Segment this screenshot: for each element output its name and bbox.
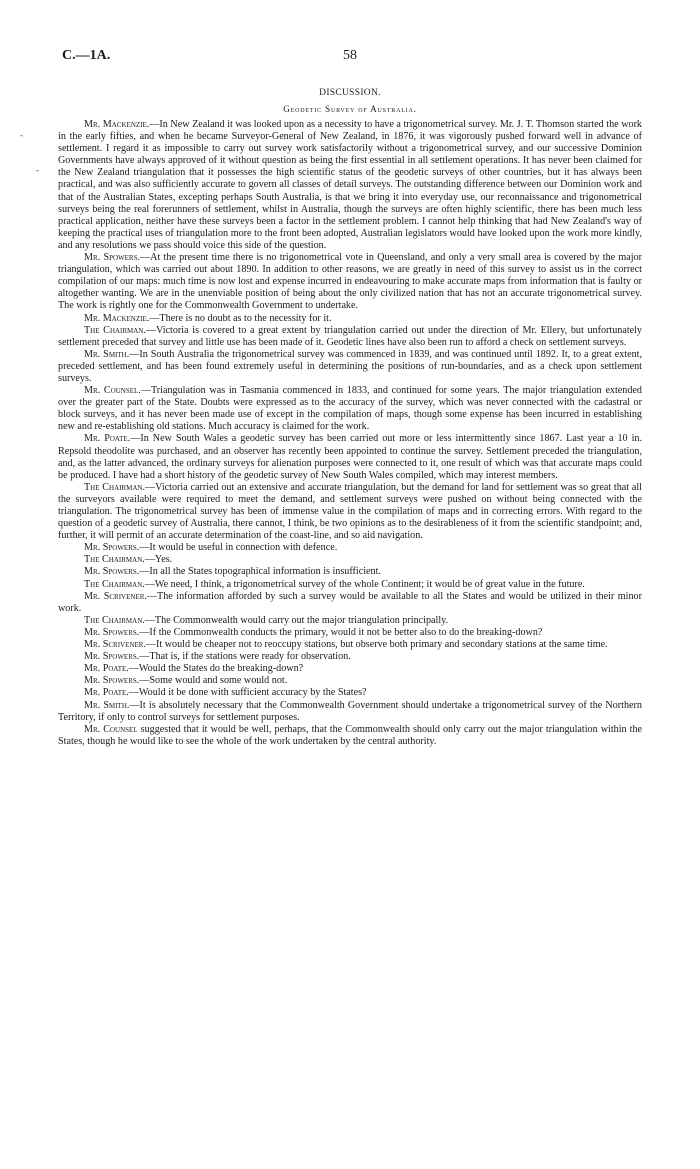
speech-text: suggested that it would be well, perhaps, that the Commonwealth should only carry out the major triangulation within the States, though he would like to see the whole of the work undertaken by the central authority. [58, 723, 642, 747]
margin-mark: - [36, 165, 39, 175]
speech-paragraph [58, 591, 642, 615]
speech-text: —We need, I think, a trigonometrical survey of the whole Continent; it would be of great value in the future. [144, 578, 585, 590]
section-subtitle: Geodetic Survey of Australia. [283, 104, 417, 114]
speech-text: —The information afforded by such a survey would be available to all the States and would be utilized in their minor work. [58, 590, 642, 614]
speech-text: —In all the States topographical information is insufficient. [139, 566, 381, 578]
speaker-name: The Chairman. [84, 324, 146, 336]
speaker-name: Mr. Mackenzie. [84, 312, 150, 324]
speech-paragraph [58, 627, 642, 639]
discussion-body [58, 119, 642, 748]
speech-text: —Some would and some would not. [139, 675, 288, 687]
speaker-name: Mr. Counsel [84, 723, 138, 735]
speech-text: —It would be cheaper not to reoccupy stations, but observe both primary and secondary stations at the same time. [145, 639, 608, 651]
speech-paragraph [58, 651, 642, 663]
speech-paragraph [58, 663, 642, 675]
speech-text: —The Commonwealth would carry out the major triangulation principally. [144, 614, 449, 626]
margin-mark: - [20, 130, 23, 140]
speaker-name: The Chairman. [84, 554, 145, 566]
speaker-name: Mr. Spowers. [84, 626, 140, 638]
speaker-name: Mr. Counsel. [84, 385, 141, 397]
speaker-name: Mr. Spowers. [84, 651, 140, 663]
speech-paragraph [58, 687, 642, 699]
speech-paragraph [58, 313, 642, 325]
speech-text: —It is absolutely necessary that the Commonwealth Government should undertake a trigonometrical survey of the Northern Territory, if only to control surveys for settlement purposes. [58, 699, 642, 723]
speaker-name: The Chairman. [84, 578, 145, 590]
speaker-name: Mr. Smith. [84, 348, 130, 360]
speech-paragraph [58, 554, 642, 566]
speech-paragraph [58, 482, 642, 542]
speech-text: —Yes. [144, 554, 173, 566]
speech-paragraph [58, 325, 642, 349]
speaker-name: Mr. Spowers. [84, 252, 141, 264]
speaker-name: Mr. Poate. [84, 663, 129, 675]
speaker-name: Mr. Mackenzie. [84, 119, 150, 130]
speech-text: —There is no doubt as to the necessity for it. [149, 312, 332, 324]
speech-paragraph [58, 542, 642, 554]
speech-text: —In South Australia the trigonometrical survey was commenced in 1839, and was continued until 1892. It, to a great extent, preceded settlement, and has been found extremely useful in determining the positions of run-boundaries, and as a check upon settlement surveys. [58, 348, 642, 384]
speech-paragraph [58, 252, 642, 312]
speech-text: —Would it be done with sufficient accuracy by the States? [128, 687, 367, 699]
speech-text: —At the present time there is no trigonometrical vote in Queensland, and only a very small area is covered by the major triangulation, which was carried out about 1890. In addition to other reasons, we are greatly in need of this survey to assist us in the correct compilation of our maps: much time is now lost and expense incurred in endeavouring to make accurate maps from information that is faulty or altogether wanting. We are in the unenviable position of being about the only civilized nation that has not an accurate trigonometrical survey. The work is rightly one for the Commonwealth Government to undertake. [58, 252, 642, 312]
speaker-name: Mr. Spowers. [84, 542, 140, 554]
speech-text: —In New Zealand it was looked upon as a necessity to have a trigonometrical survey. Mr. J. T. Thomson started the work in the early fifties, and when he became Surveyor-General of New Zealand, in 1876, it was vigorously pushed forward well in advance of settlement. I regard it as impossible to carry out survey work satisfactorily without a trigonometrical survey, and our successive Dominion Governments have always approved of it without question as being the first essential in all settlement operations. It has never been claimed for the New Zealand triangulation that it possesses the high scientific status of the geodetic surveys of other countries, but it has always been practical, and was also sufficiently accurate to govern all classes of detail surveys. The outstanding difference between our Dominion work and that of the Australian States, excepting perhaps South Australia, is that we bring it into everyday use, our reconnaissance and trigonometrical surveys being the real forerunners of settlement, whilst in Australia, though the surveys are often highly scientific, there has been much less practical application, neither have these surveys been a factor in the settlement problem. I cannot help thinking that had New Zealand's way of keeping the practical uses of triangulation more to the front been adopted, Australian legislators would have looked upon the work more kindly, and any resolutions we pass should voice this side of the question. [58, 119, 642, 251]
speech-text: —Victoria is covered to a great extent by triangulation carried out under the direction of Mr. Ellery, but unfortunately settlement preceded that survey and little use has been made of it. Geodetic lines have also been run to afford a check on settlement surveys. [58, 324, 642, 348]
page-number: 58 [343, 48, 357, 63]
speech-text: —It would be useful in connection with defence. [139, 542, 338, 554]
speaker-name: Mr. Spowers. [84, 566, 140, 578]
document-reference: C.—1A. [62, 48, 111, 63]
speaker-name: Mr. Scrivener. [84, 590, 147, 602]
speech-text: —That is, if the stations were ready for observation. [139, 651, 351, 663]
speech-paragraph [58, 385, 642, 433]
speaker-name: The Chairman. [84, 481, 146, 493]
section-title: DISCUSSION. [319, 88, 381, 98]
speech-paragraph [58, 566, 642, 578]
speech-text: —If the Commonwealth conducts the primary, would it not be better also to do the breaking-down? [139, 626, 543, 638]
speech-text: —Triangulation was in Tasmania commenced in 1833, and continued for some years. The major triangulation extended over the greater part of the State. Doubts were expressed as to the accuracy of the survey, which was never connected with the cadastral or block surveys, and it has never been made use of except in the compilation of maps, though some expense has been incurred in establishing new and re-establishing old stations. Much accuracy is claimed for the work. [58, 385, 642, 433]
speech-paragraph [58, 349, 642, 385]
speech-paragraph [58, 675, 642, 687]
speech-paragraph [58, 615, 642, 627]
speech-text: —Victoria carried out an extensive and accurate triangulation, but the demand for land for settlement was so great that all the surveyors available were required to meet the demand, and settlement surveys were pushed on without being connected with the triangulation. The trigonometrical survey has been of immense value in the compilation of maps and in correcting errors. With regard to the question of a geodetic survey of Australia, there cannot, I think, be two opinions as to the desirableness of it from the scientific standpoint; and, further, it will permit of an accurate determination of the coast-line, and so aid navigation. [58, 481, 642, 542]
speaker-name: The Chairman. [84, 614, 145, 626]
speech-paragraph [58, 119, 642, 252]
speech-paragraph [58, 700, 642, 724]
speech-paragraph [58, 579, 642, 591]
speaker-name: Mr. Scrivener. [84, 639, 146, 651]
speech-text: —In New South Wales a geodetic survey has been carried out more or less intermittently since 1867. Last year a 10 in. Repsold theodolite was purchased, and an observer has recently been appointed to continue the survey. Settlement preceded the triangulation, and, as the latter advanced, the ordinary surveys for alienation purposes were connected to it, one result of which was that accurate maps could be produced. I have had a short history of the geodetic survey of New South Wales compiled, which may interest members. [58, 433, 642, 481]
speech-paragraph [58, 724, 642, 748]
speech-paragraph [58, 433, 642, 481]
speaker-name: Mr. Spowers. [84, 675, 140, 687]
speaker-name: Mr. Poate. [84, 687, 129, 699]
speech-paragraph [58, 639, 642, 651]
speaker-name: Mr. Smith. [84, 699, 130, 711]
speech-text: —Would the States do the breaking-down? [128, 663, 304, 675]
speaker-name: Mr. Poate. [84, 433, 131, 445]
